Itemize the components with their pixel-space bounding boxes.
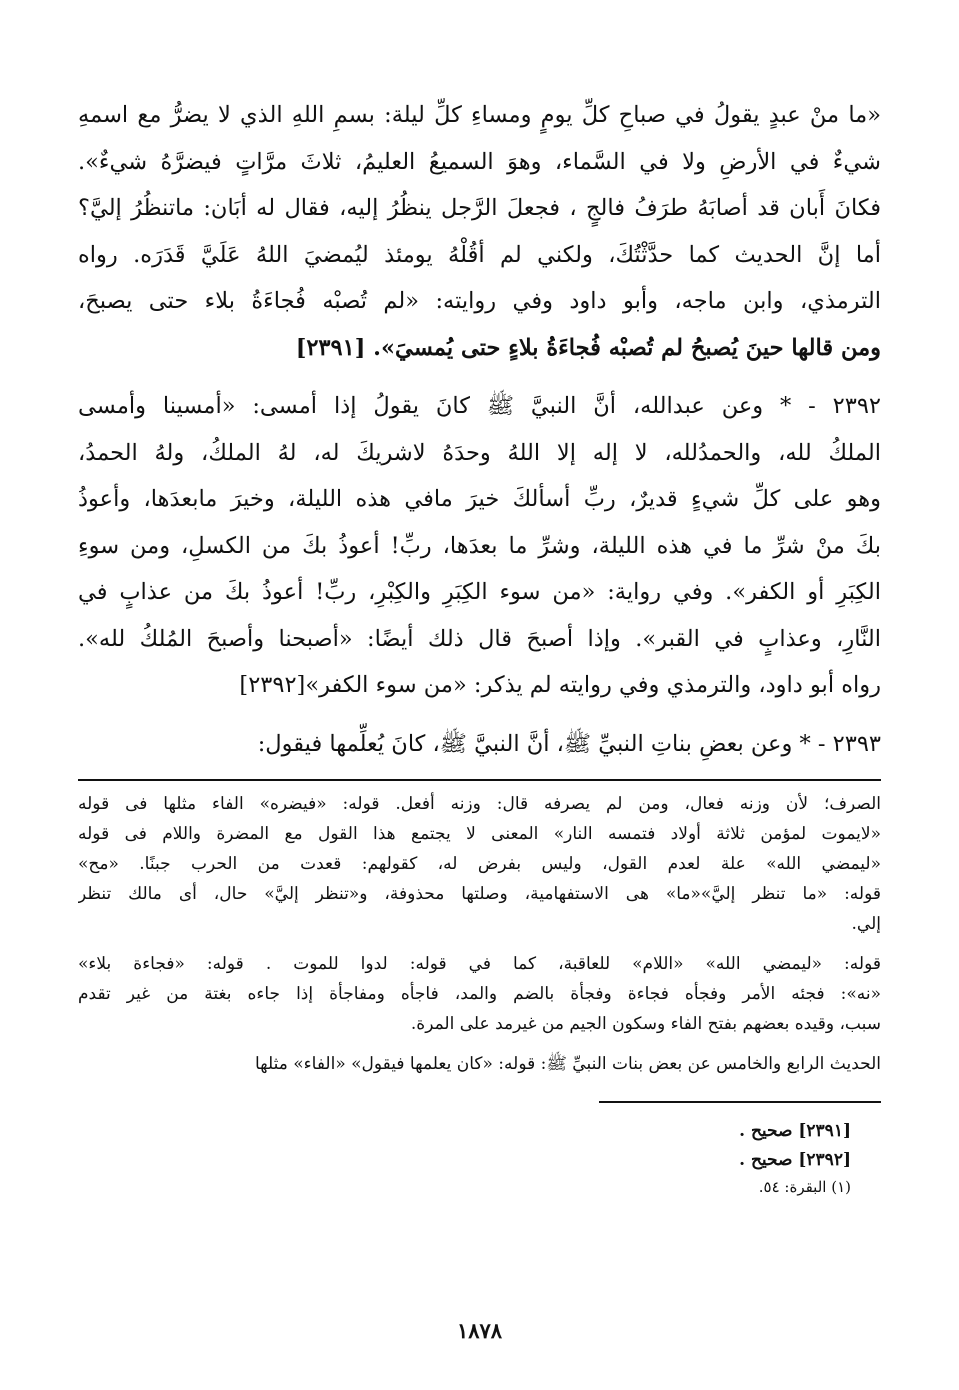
main-text [78, 92, 881, 767]
hadith-2393-paragraph [78, 721, 881, 768]
text-line: الترمذي، وابن ماجه، وأبو داود وفي روايته: «لم تُصبْه فُجاءَةُ بلاء حتى يصبحَ، [78, 288, 881, 314]
note-line: سبب، وقيده بعضهم بفتح الفاء وسكون الجيم من غيرمد على المرة. [410, 1014, 881, 1034]
note-line: الصرف؛ لأن وزنه فعال، ومن لم يصرفه قال: وزنه أفعل. قوله: «فيضره» الفاء مثلها فى قوله [78, 794, 881, 814]
note-block [78, 789, 881, 939]
note-line: «ليمضي الله» علة لعدم القول، وليس بفرض له، كقولهم: قعدت من الحرب جبنًا. «مح» [78, 854, 881, 874]
note-line: إلي. [851, 914, 881, 934]
text-line: ٢٣٩٣ - * وعن بعضِ بناتِ النبيِّ ﷺ، أنَّ النبيَّ ﷺ، كانَ يُعلِّمها فيقول: [257, 730, 881, 757]
text-line: ٢٣٩٢ - * وعن عبدالله، أنَّ النبيَّ ﷺ كانَ يقولُ إذا أمسى: «أمسينا وأمسى [78, 393, 881, 419]
commentary-notes [78, 789, 881, 1079]
note-line: «نه»: فجئه الأمر وفجأه فجاءة وفجأة بالضم والمد، فاجأه ومفاجأة إذا جاءه بغتة من غير تقدم [78, 984, 881, 1004]
text-line: وهو على كلِّ شيءٍ قديرٌ، ربِّ أسألكَ خيرَ مافي هذه الليلة، وخيرَ مابعدَها، وأعوذُ [78, 486, 881, 512]
hadith-2392-paragraph [78, 383, 881, 709]
note-line: قوله: «ما تنظر إليَّ»«ما» هى الاستفهامية، وصلتها محذوفة، و«تنظر إليَّ» حال، أى مالك تنظر [78, 884, 881, 904]
footnote-divider [78, 779, 881, 781]
note-block [78, 1049, 881, 1079]
text-line: أما إنَّ الحديث كما حدَّثْتُكَ، ولكني لم أقُلْهُ يومئذ ليُمضيَ اللهُ عَلَيَّ قَدَرَه. رواه [78, 241, 881, 268]
text-line: الكِبَرِ أو الكفر». وفي رواية: «من سوء الكِبَرِ والكِبْرِ، ربِّ! أعوذُ بكَ من عذابٍ في [78, 579, 881, 605]
references-divider [599, 1101, 881, 1103]
reference-line: (١) البقرة: ٥٤. [758, 1178, 851, 1196]
note-block [78, 949, 881, 1039]
note-line: الحديث الرابع والخامس عن بعض بنات النبيِّ ﷺ: قوله: «كان يعلمها فيقول» «الفاء» مثلها [254, 1054, 881, 1074]
text-line: بكَ منْ شرِّ ما في هذه الليلة، وشرِّ ما بعدَها، ربِّ! أعوذُ بكَ من الكسلِ، ومن سوءِ [78, 532, 881, 559]
text-line: «ما منْ عبدٍ يقولُ في صباحِ كلِّ يومٍ ومساءِ كلِّ ليلة: بسمِ اللهِ الذي لا يضرُّ مع اسمهِ [78, 102, 881, 128]
text-line: فكانَ أَبان قد أصابَهُ طرَفُ فالجٍ ، فجعلَ الرَّجل ينظُرُ إليه، فقال له أبَان: ماتنظُرُ إليَّ؟ [78, 195, 881, 221]
references [78, 1117, 881, 1199]
page-number: ١٨٧٨ [456, 1318, 503, 1343]
hadith-2391-paragraph [78, 92, 881, 371]
text-line: رواه أبو داود، والترمذي وفي روايته لم يذكر: «من سوء الكفر»[٢٣٩٢] [239, 672, 881, 698]
text-line: ومن قالها حينَ يُصبحُ لم تُصبْه فُجاءَةُ بلاءٍ حتى يُمسيَ». [٢٣٩١] [295, 334, 881, 361]
reference-line: [٢٣٩١] صحيح . [739, 1121, 851, 1141]
note-line: «لايموت لمؤمن ثلاثة أولاد فتمسه النار» المعنى لا يجتمع هذا القول مع المضرة واللام فى قوله [78, 824, 881, 844]
note-line: قوله: «ليمضي الله» «اللام» للعاقبة، كما في قوله: لدوا للموت . قوله: «فجاءة بلاء» [78, 954, 881, 974]
reference-line: [٢٣٩٢] صحيح . [739, 1150, 851, 1170]
text-line: الملكُ لله، والحمدُلله، لا إله إلا اللهُ وحدَهُ لاشريكَ له، لهُ الملكُ، ولهُ الحمدُ، [78, 439, 881, 466]
text-line: شيءٌ في الأرضِ ولا في السَّماء، وهوَ السميعُ العليمُ، ثلاثَ مرَّاتٍ فيضرَّهُ شيءٌ». [78, 148, 881, 175]
text-line: النَّارِ، وعذابٍ في القبر». وإذا أصبحَ قال ذلك أيضًا: «أصبحنا وأصبحَ المُلكُ لله». [78, 625, 881, 652]
